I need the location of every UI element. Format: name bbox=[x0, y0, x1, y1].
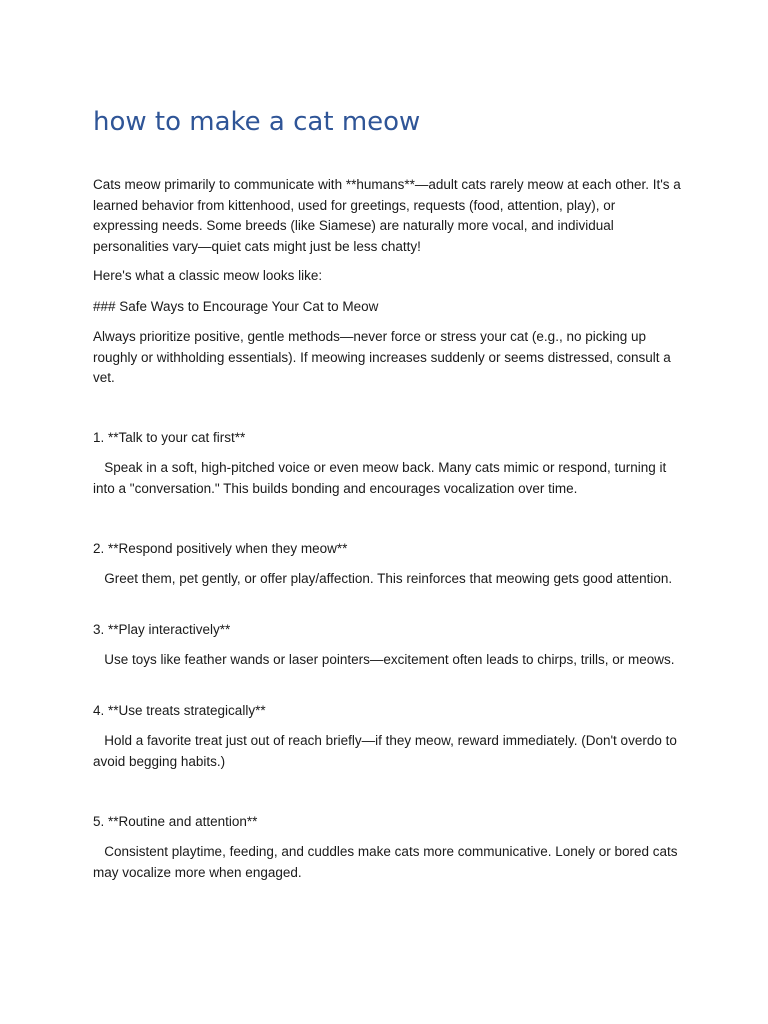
step-4-body bbox=[93, 731, 683, 772]
document-title: how to make a cat meow bbox=[93, 107, 421, 137]
step-3-heading: 3. **Play interactively** bbox=[93, 622, 231, 637]
step-3-body bbox=[93, 650, 683, 671]
step-1-body bbox=[93, 458, 683, 499]
step-4-heading: 4. **Use treats strategically** bbox=[93, 703, 266, 718]
step-1-heading: 1. **Talk to your cat first** bbox=[93, 430, 246, 445]
step-2-body bbox=[93, 569, 683, 590]
intro-paragraph: Cats meow primarily to communicate with **humans**—adult cats rarely meow at each other. It's a learned behavior from kittenhood, used for greetings, requests (food, attention, play), or expressing needs. Some breeds (like Siamese) are naturally more vocal, and individual personalities vary—quiet cats might just be less chatty! bbox=[93, 177, 681, 254]
step-5-heading: 5. **Routine and attention** bbox=[93, 814, 258, 829]
step-2-heading: 2. **Respond positively when they meow** bbox=[93, 541, 348, 556]
safety-note: Always prioritize positive, gentle methods—never force or stress your cat (e.g., no picking up roughly or withholding essentials). If meowing increases suddenly or seems distressed, consult a vet. bbox=[93, 329, 671, 386]
step-2-body-text: Greet them, pet gently, or offer play/affection. This reinforces that meowing gets good attention. bbox=[104, 571, 673, 586]
step-5-body-text: Consistent playtime, feeding, and cuddles make cats more communicative. Lonely or bored cats may vocalize more when engaged. bbox=[93, 844, 678, 880]
step-4-body-text: Hold a favorite treat just out of reach briefly—if they meow, reward immediately. (Don't overdo to avoid begging habits.) bbox=[93, 733, 677, 769]
section-heading: ### Safe Ways to Encourage Your Cat to Meow bbox=[93, 299, 379, 314]
step-5-body bbox=[93, 842, 683, 883]
step-3-body-text: Use toys like feather wands or laser pointers—excitement often leads to chirps, trills, or meows. bbox=[104, 652, 675, 667]
example-line: Here's what a classic meow looks like: bbox=[93, 268, 323, 283]
step-1-body-text: Speak in a soft, high-pitched voice or even meow back. Many cats mimic or respond, turning it into a "conversation." This builds bonding and encourages vocalization over time. bbox=[93, 460, 667, 496]
